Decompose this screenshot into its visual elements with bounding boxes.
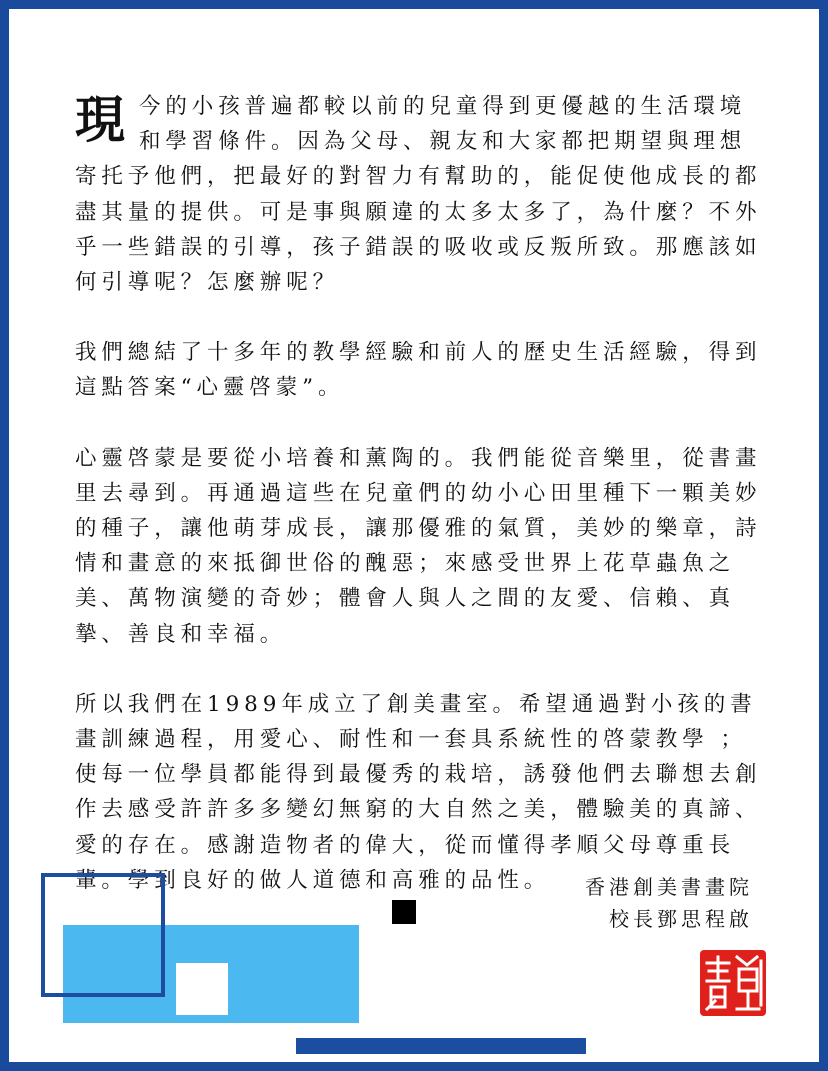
letter-body <box>75 89 765 933</box>
paragraph-2: 我們總結了十多年的教學經驗和前人的歷史生活經驗，得到這點答案“心靈啓蒙”。 <box>75 340 762 401</box>
signature-block <box>585 871 753 935</box>
decor-outline-square <box>41 873 165 997</box>
paragraph-4: 所以我們在1989年成立了創美畫室。希望通過對小孩的書畫訓練過程，用愛心、耐性和一套具系統性的啓蒙教學 ；使每一位學員都能得到最優秀的栽培，誘發他們去聯想去創作去感受許許多多變幻無窮的大自然之美，體驗美的真諦、愛的存在。感謝造物者的偉大，從而懂得孝順父母尊重長輩。學到良好的做人道德和高雅的品性。 <box>75 691 762 893</box>
decor-blue-bar <box>296 1038 586 1054</box>
red-seal-stamp <box>699 949 767 1017</box>
signature-organization: 香港創美書畫院 <box>585 875 753 899</box>
drop-cap: 現 <box>75 90 125 149</box>
paragraph-1 <box>75 89 765 300</box>
decor-white-square <box>176 963 228 1015</box>
paragraph-1-text: 今的小孩普遍都較以前的兒童得到更優越的生活環境和學習條件。因為父母、親友和大家都把期望與理想寄托予他們，把最好的對智力有幫助的，能促使他成長的都盡其量的提供。可是事與願違的太多太多了，為什麼？不外乎一些錯誤的引導，孩子錯誤的吸收或反叛所致。那應該如何引導呢？怎麼辦呢？ <box>75 94 762 296</box>
signature-principal: 校長鄧思程啟 <box>609 907 753 931</box>
decor-black-square <box>392 900 416 924</box>
paragraph-3: 心靈啓蒙是要從小培養和薰陶的。我們能從音樂里，從書畫里去尋到。再通過這些在兒童們的幼小心田里種下一顆美妙的種子，讓他萌芽成長，讓那優雅的氣質，美妙的樂章，詩情和畫意的來抵御世俗的醜惡；來感受世界上花草蟲魚之美、萬物演變的奇妙；體會人與人之間的友愛、信賴、真摯、善良和幸福。 <box>75 445 762 647</box>
